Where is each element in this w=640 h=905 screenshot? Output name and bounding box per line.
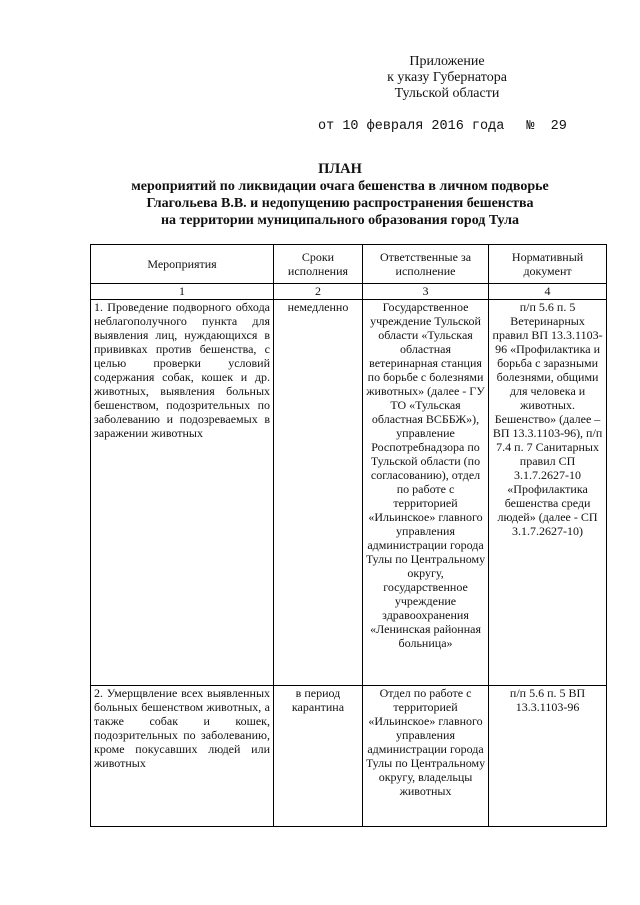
decree-prefix: от: [318, 119, 335, 134]
title-line: на территории муниципального образования город Тула: [160, 213, 520, 228]
title-line: Глагольева В.В. и недопущению распространения бешенства: [146, 196, 534, 211]
document-cell: п/п 5.6 п. 5 ВП 13.3.1103-96: [489, 686, 607, 827]
column-header: Ответственные за исполнение: [362, 245, 488, 284]
deadline-cell: в период карантина: [274, 686, 363, 827]
column-number: 4: [489, 284, 607, 300]
column-number: 1: [91, 284, 274, 300]
appendix-header: [362, 54, 532, 102]
column-header: Мероприятия: [91, 245, 274, 284]
column-number: 2: [274, 284, 363, 300]
responsible-cell: Государственное учреждение Тульской области «Тульская областная ветеринарная станция по борьбе с болезнями животных» (далее - ГУ ТО «Тульская областная ВСББЖ»), управление Роспотребнадзора по Тульской области (по согласованию), отдел по работе с территорией «Ильинское» главного управления администрации города Тулы по Центральному округу, государственное учреждение здравоохранения «Ленинская районная больница»: [362, 300, 488, 686]
document-title: [80, 161, 600, 229]
responsible-cell: Отдел по работе с территорией «Ильинское» главного управления администрации города Тулы по Центральному округу, владельцы животных: [362, 686, 488, 827]
table-header-row: [91, 245, 607, 284]
decree-date-line: [318, 119, 567, 134]
decree-number-sign: №: [526, 119, 535, 134]
document-cell: п/п 5.6 п. 5 Ветеринарных правил ВП 13.3.1103-96 «Профилактика и борьба с заразными болезнями, общими для человека и животных. Бешенство» (далее – ВП 13.3.1103-96), п/п 7.4 п. 7 Санитарных правил СП 3.1.7.2627-10 «Профилактика бешенства среди людей» (далее - СП 3.1.7.2627-10): [489, 300, 607, 686]
column-header: Нормативный документ: [489, 245, 607, 284]
measure-cell: 2. Умерщвление всех выявленных больных бешенством животных, а также собак и кошек, подозрительных по заболеванию, кроме покусавших людей или животных: [91, 686, 274, 827]
appendix-line: к указу Губернатора: [387, 70, 507, 85]
decree-date: 10 февраля 2016 года: [342, 119, 505, 134]
plan-heading: ПЛАН: [318, 161, 362, 177]
column-header: Сроки исполнения: [274, 245, 363, 284]
table-row: [91, 300, 607, 686]
plan-table: [90, 244, 607, 827]
measure-cell: 1. Проведение подворного обхода неблагополучного пункта для выявления лиц, нуждающихся в прививках против бешенства, с целью проверки условий содержания собак, кошек и др. животных, выявления больных бешенством, подозрительных по заболеванию и подозреваемых в заражении животных: [91, 300, 274, 686]
column-number: 3: [362, 284, 488, 300]
column-number-row: [91, 284, 607, 300]
table-row: [91, 686, 607, 827]
deadline-cell: немедленно: [274, 300, 363, 686]
appendix-line: Тульской области: [394, 86, 500, 101]
appendix-line: Приложение: [409, 54, 485, 69]
title-line: мероприятий по ликвидации очага бешенства в личном подворье: [131, 179, 549, 194]
decree-number: 29: [550, 119, 567, 134]
